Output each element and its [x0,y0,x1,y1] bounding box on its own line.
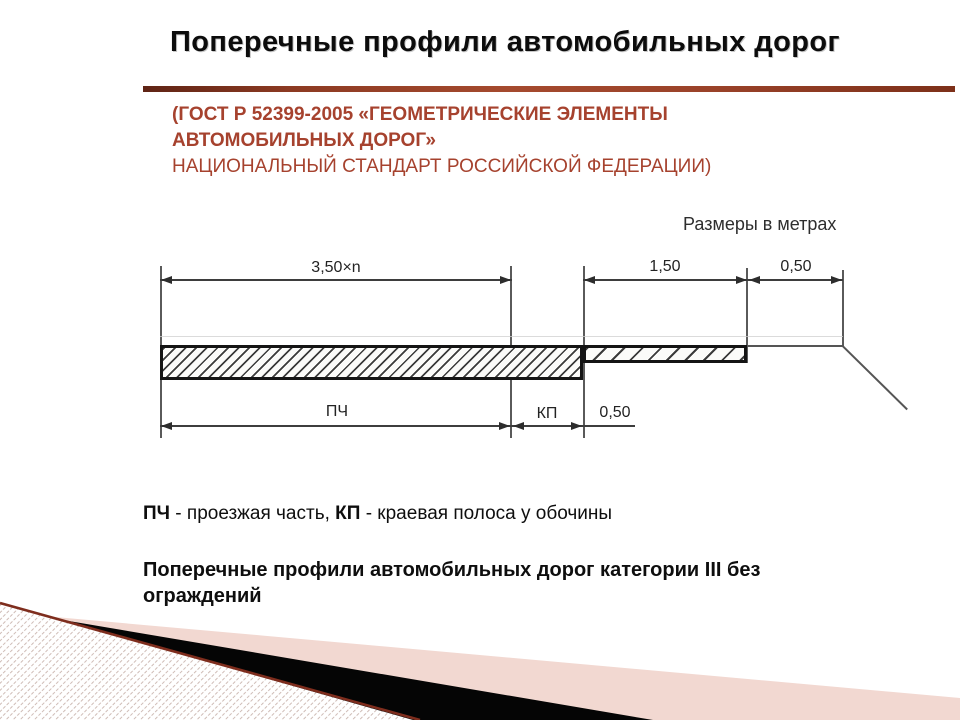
dim-value-shoulder: 0,50 [780,258,812,275]
arrowhead-icon [736,276,747,284]
subtitle-line-2: АВТОМОБИЛЬНЫХ ДОРОГ» [172,130,436,151]
embankment-slope-line [842,345,908,410]
legend-term-pch: ПЧ [143,503,171,524]
dim-value-strip: 1,50 [649,258,681,275]
arrowhead-icon [161,276,172,284]
shoulder-ground-line [747,345,843,347]
shoulder-strengthened-strip [583,345,747,363]
slide-corner-decoration [0,590,960,720]
legend-def-kp: - краевая полоса у обочины [360,503,613,524]
dimension-line-shoulder [748,279,843,281]
dim-value-kp: 0,50 [599,404,631,421]
carriageway-pavement [160,345,583,380]
dim-value-carriageway: 3,50×n [311,259,361,276]
legend-term-kp: КП [335,503,361,524]
subtitle-line-1: (ГОСТ Р 52399-2005 «ГЕОМЕТРИЧЕСКИЕ ЭЛЕМЕНТЫ [172,104,668,125]
arrowhead-icon [499,422,510,430]
legend-def-pch: - проезжая часть, [170,503,336,524]
subtitle-line-3: НАЦИОНАЛЬНЫЙ СТАНДАРТ РОССИЙСКОЙ ФЕДЕРАЦИИ) [172,156,712,177]
label-pch: ПЧ [325,403,349,420]
dimension-line-pch [160,425,511,427]
caption-line-1: Поперечные профили автомобильных дорог категории III без [143,559,761,581]
dimension-leader-kp-value [583,425,635,427]
arrowhead-icon [500,276,511,284]
scan-artifact-line [160,336,843,337]
legend-line [143,503,612,525]
extension-line-shoulder-end [842,270,844,346]
arrowhead-icon [584,276,595,284]
dimension-line-carriageway [160,279,512,281]
units-note: Размеры в метрах [683,214,837,234]
arrowhead-icon [571,422,582,430]
arrowhead-icon [161,422,172,430]
label-kp: КП [536,405,558,422]
arrowhead-icon [513,422,524,430]
arrowhead-icon [831,276,842,284]
arrowhead-icon [749,276,760,284]
page-title: Поперечные профили автомобильных дорог [170,26,840,58]
dimension-line-strip [583,279,748,281]
caption-line-2: ограждений [143,585,262,607]
